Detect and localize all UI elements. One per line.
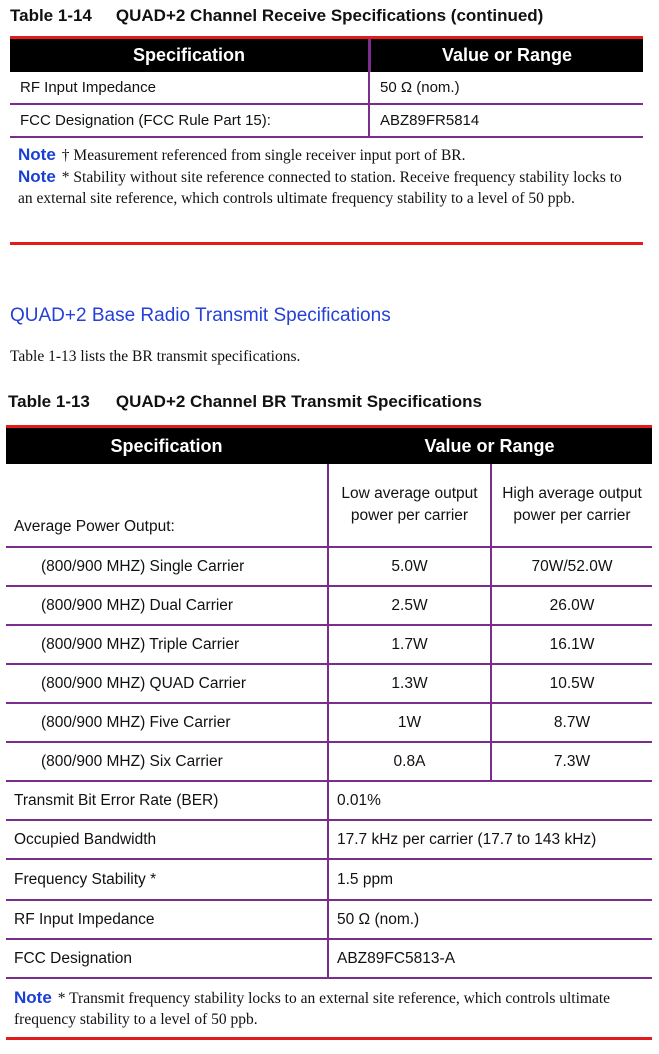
high-value-cell: 70W/52.0W [490,548,652,585]
table-bottom-rule [10,242,643,245]
table-row [6,743,652,782]
table-row [6,821,652,860]
table-row [6,901,652,940]
header-value: Value or Range [441,45,573,65]
value-cell: 1.5 ppm [327,860,652,899]
table-title: QUAD+2 Channel BR Transmit Specifications [115,392,482,411]
spec-cell: (800/900 MHZ) Six Carrier [41,752,223,770]
spec-cell: (800/900 MHZ) Single Carrier [41,557,245,575]
low-value-cell: 0.8A [327,743,490,780]
spec-cell: (800/900 MHZ) QUAD Carrier [41,674,246,692]
table-number: Table 1-13 [8,392,90,411]
table-row [6,860,652,901]
table-1-14 [10,36,643,245]
section-title: QUAD+2 Base Radio Transmit Specifications [10,305,391,326]
note-text: * Transmit frequency stability locks to an external site reference, which controls ultimate frequency stability to a level of 50 ppb. [14,990,611,1028]
spec-cell: RF Input Impedance [20,79,156,96]
value-cell: 50 Ω (nom.) [327,901,652,938]
high-power-header: High average output power per carrier [490,464,652,546]
spec-cell: FCC Designation [14,949,133,967]
table-row [6,587,652,626]
note-text: * Stability without site reference connected to station. Receive frequency stability locks to an external site reference, which controls ultimate frequency stability to a level of 50 ppb. [18,169,622,207]
power-header-row [6,464,652,548]
table-notes [10,138,643,248]
high-value-cell: 8.7W [490,704,652,741]
header-value: Value or Range [424,435,555,456]
value-cell: 17.7 kHz per carrier (17.7 to 143 kHz) [327,821,652,858]
low-value-cell: 5.0W [327,548,490,585]
table-header-row [6,428,652,464]
table-row [10,105,643,138]
value-cell: ABZ89FC5813-A [327,940,652,977]
value-cell: 50 Ω (nom.) [368,72,643,103]
table-1-13-caption [8,392,482,412]
low-value-cell: 2.5W [327,587,490,624]
note-label: Note [14,988,52,1007]
note-1 [18,144,635,166]
spec-cell: (800/900 MHZ) Dual Carrier [41,596,234,614]
high-value-cell: 26.0W [490,587,652,624]
spec-cell: (800/900 MHZ) Triple Carrier [41,635,240,653]
spec-cell: FCC Designation (FCC Rule Part 15): [20,112,271,129]
low-power-header: Low average output power per carrier [327,464,490,546]
table-note [6,979,652,1037]
table-title: QUAD+2 Channel Receive Specifications (continued) [115,6,544,25]
note-label: Note [18,167,56,186]
spec-cell: Average Power Output: [14,518,175,535]
note-label: Note [18,145,56,164]
section-intro: Table 1-13 lists the BR transmit specifications. [10,348,301,365]
spec-cell: Frequency Stability * [14,870,157,888]
spec-cell: Occupied Bandwidth [14,830,157,848]
low-value-cell: 1.3W [327,665,490,702]
spec-cell: RF Input Impedance [14,910,155,928]
table-row [6,782,652,821]
spec-cell: (800/900 MHZ) Five Carrier [41,713,231,731]
value-cell: ABZ89FR5814 [368,105,643,136]
table-row [6,940,652,979]
table-row [6,665,652,704]
header-specification: Specification [132,45,246,65]
table-bottom-rule [6,1037,652,1040]
table-1-13 [6,425,652,1040]
table-1-14-caption [10,6,543,26]
header-specification: Specification [110,435,223,456]
table-row [10,72,643,105]
high-value-cell: 7.3W [490,743,652,780]
low-value-cell: 1W [327,704,490,741]
note-text: † Measurement referenced from single receiver input port of BR. [61,147,466,164]
table-header-row [10,39,643,72]
low-value-cell: 1.7W [327,626,490,663]
table-row [6,548,652,587]
table-number: Table 1-14 [10,6,92,25]
note-2 [18,166,635,209]
high-value-cell: 10.5W [490,665,652,702]
value-cell: 0.01% [327,782,652,819]
table-row [6,704,652,743]
table-row [6,626,652,665]
spec-cell: Transmit Bit Error Rate (BER) [14,791,219,809]
high-value-cell: 16.1W [490,626,652,663]
